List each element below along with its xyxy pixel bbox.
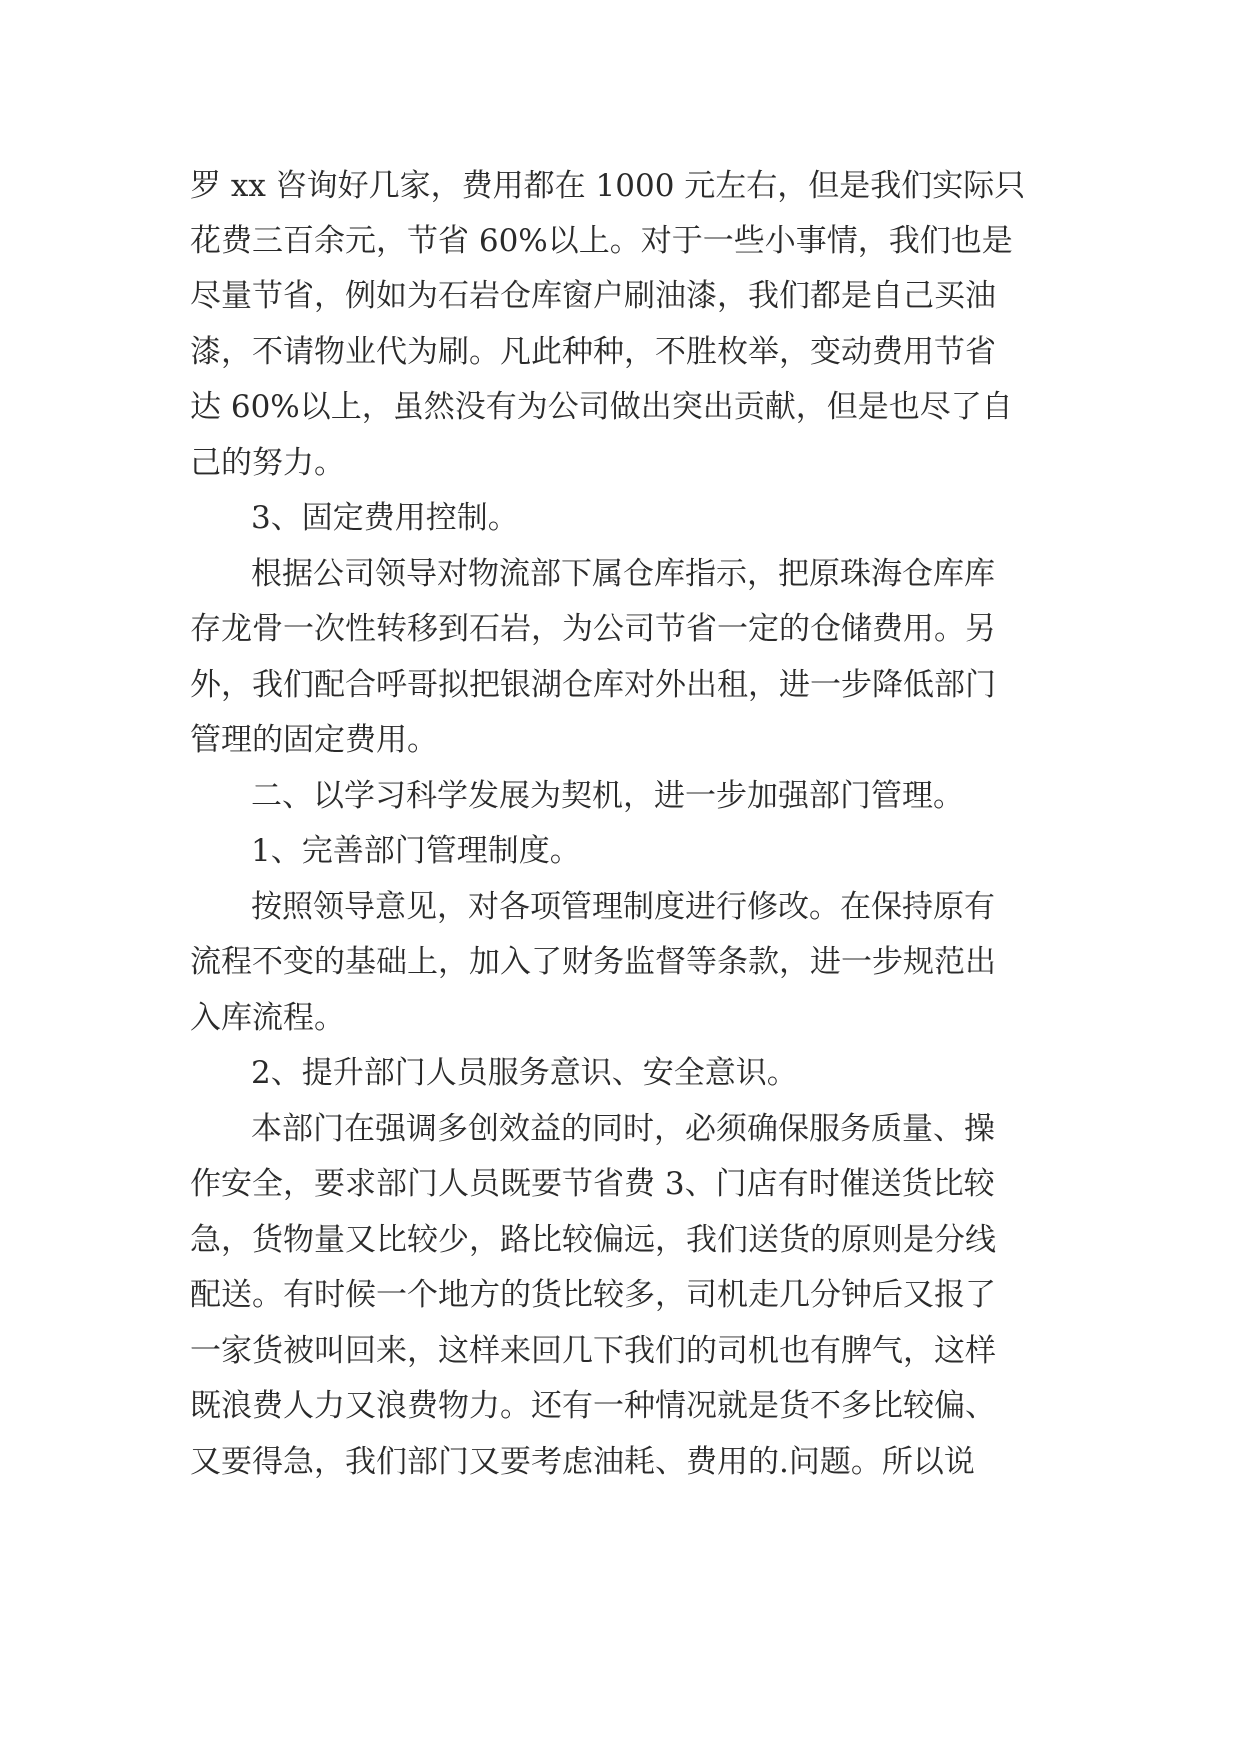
text-line: 按照领导意见，对各项管理制度进行修改。在保持原有 <box>251 889 995 925</box>
text-line: 本部门在强调多创效益的同时，必须确保服务质量、操 <box>251 1111 995 1147</box>
section-heading: 3、固定费用控制。 <box>251 500 519 536</box>
text-line: 达 60%以上，虽然没有为公司做出突出贡献，但是也尽了自 <box>190 389 1013 425</box>
text-line: 花费三百余元，节省 60%以上。对于一些小事情，我们也是 <box>190 223 1013 259</box>
text-line: 管理的固定费用。 <box>190 722 438 758</box>
section-heading: 2、提升部门人员服务意识、安全意识。 <box>251 1055 798 1091</box>
text-line: 又要得急，我们部门又要考虑油耗、费用的.问题。所以说 <box>190 1444 975 1480</box>
section-heading: 二、以学习科学发展为契机，进一步加强部门管理。 <box>251 778 964 814</box>
text-line: 流程不变的基础上，加入了财务监督等条款，进一步规范出 <box>190 944 996 980</box>
text-line: 急，货物量又比较少，路比较偏远，我们送货的原则是分线 <box>190 1222 996 1258</box>
text-line: 外，我们配合呼哥拟把银湖仓库对外出租，进一步降低部门 <box>190 667 996 703</box>
text-line: 己的努力。 <box>190 445 345 481</box>
text-line: 根据公司领导对物流部下属仓库指示，把原珠海仓库库 <box>251 556 995 592</box>
text-line: 一家货被叫回来，这样来回几下我们的司机也有脾气，这样 <box>190 1333 996 1369</box>
section-heading: 1、完善部门管理制度。 <box>251 833 581 869</box>
text-line: 入库流程。 <box>190 1000 345 1036</box>
text-line: 配送。有时候一个地方的货比较多，司机走几分钟后又报了 <box>190 1277 996 1313</box>
text-line: 作安全，要求部门人员既要节省费 3、门店有时催送货比较 <box>190 1166 995 1202</box>
text-line: 既浪费人力又浪费物力。还有一种情况就是货不多比较偏、 <box>190 1388 996 1424</box>
text-line: 漆，不请物业代为刷。凡此种种，不胜枚举，变动费用节省 <box>190 334 996 370</box>
text-line: 存龙骨一次性转移到石岩，为公司节省一定的仓储费用。另 <box>190 611 996 647</box>
text-line: 罗 xx 咨询好几家，费用都在 1000 元左右，但是我们实际只 <box>190 168 1026 204</box>
text-line: 尽量节省，例如为石岩仓库窗户刷油漆，我们都是自己买油 <box>190 278 996 314</box>
